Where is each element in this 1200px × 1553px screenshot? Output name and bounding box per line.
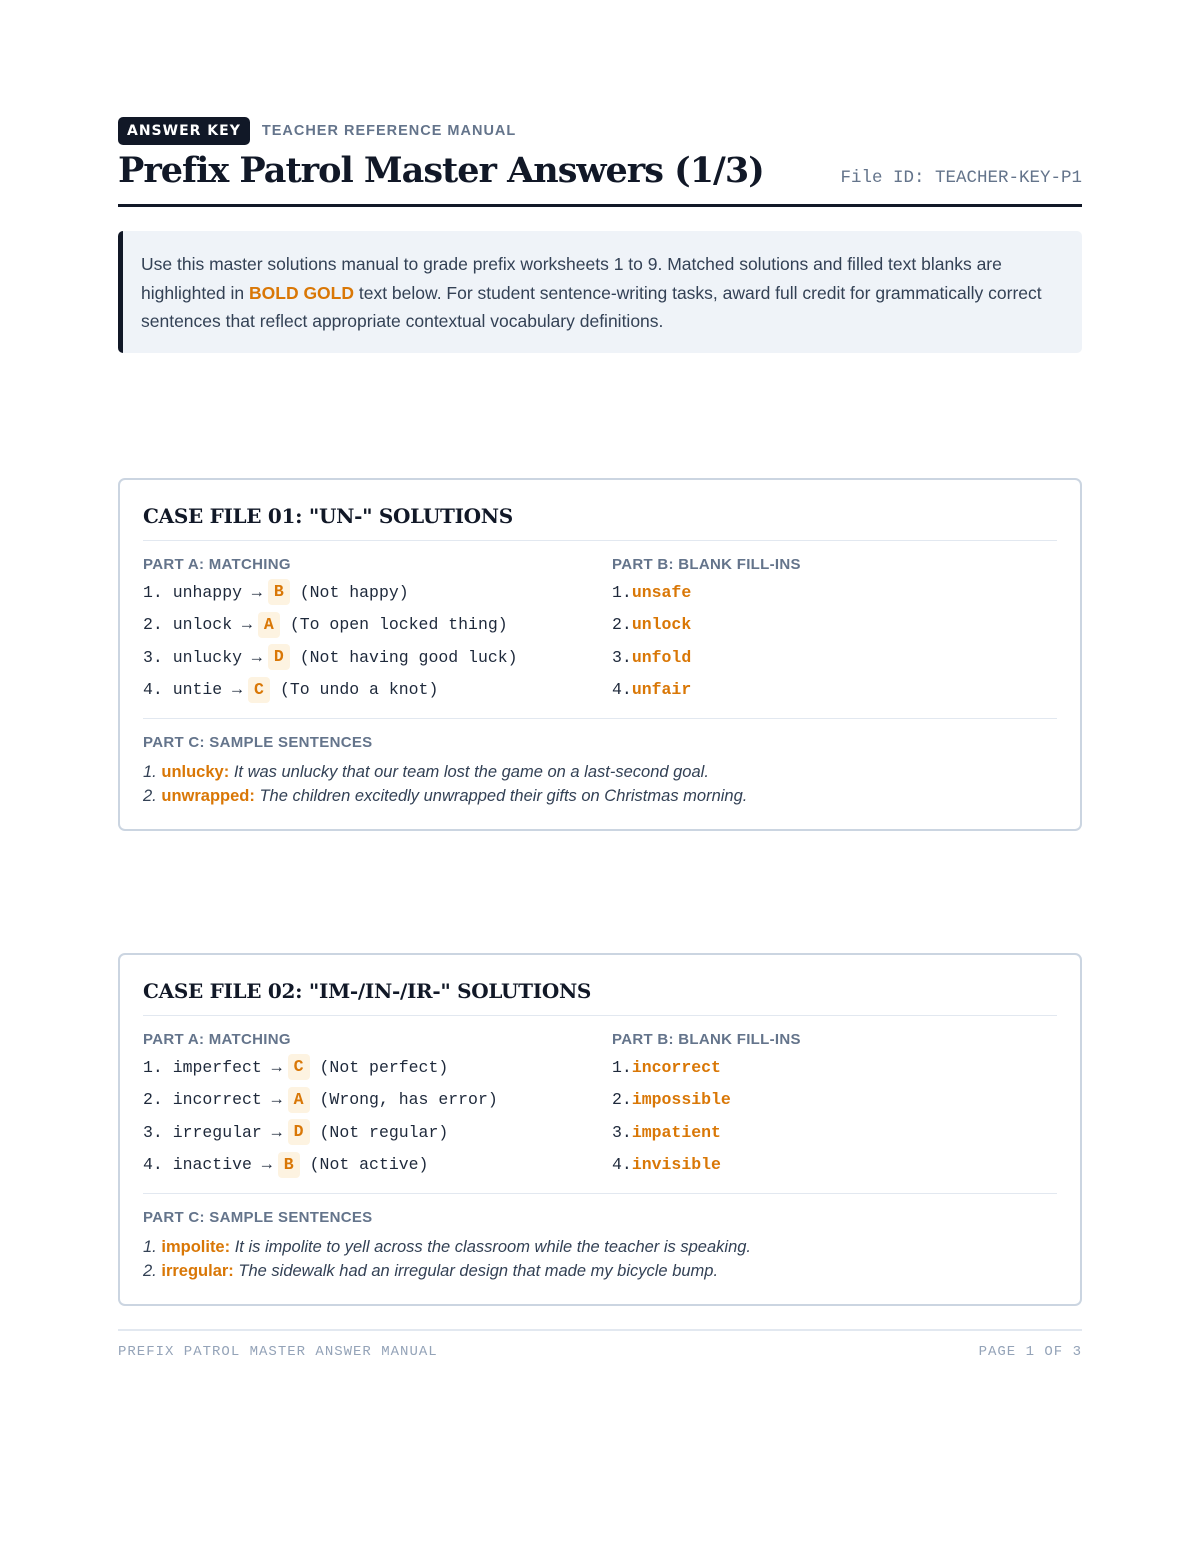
- note-highlight: BOLD GOLD: [249, 282, 354, 303]
- matching-row: [143, 1149, 612, 1182]
- matching-answer: A: [288, 1087, 310, 1113]
- fillin-row: [612, 576, 1057, 609]
- matching-meaning: (To open locked thing): [289, 615, 508, 635]
- fillin-answer: incorrect: [631, 1057, 721, 1077]
- fillin-row: [612, 641, 1057, 674]
- fillin-answer: unfold: [631, 647, 692, 667]
- parts-row: [143, 1031, 1057, 1181]
- matching-row: [143, 674, 612, 707]
- sentence-text: It was unlucky that our team lost the game on a last-second goal.: [233, 763, 709, 781]
- matching-meaning: (To undo a knot): [279, 680, 439, 700]
- note-text-end: text below. For student sentence-writing tasks, award full credit for grammatically correct sentences that reflect appropriate contextual vocabulary definitions.: [141, 282, 1042, 331]
- file-id: File ID: TEACHER-KEY-P1: [840, 168, 1082, 188]
- part-a-matching: [143, 1031, 612, 1181]
- case-title: CASE FILE 02: "IM-/IN-/IR-" SOLUTIONS: [143, 979, 1057, 1016]
- part-b-fillins: [612, 556, 1057, 706]
- case-title: CASE FILE 01: "UN-" SOLUTIONS: [143, 504, 1057, 541]
- matching-answer: C: [288, 1054, 310, 1080]
- fillin-number: 1.: [612, 1057, 632, 1077]
- part-a-label: PART A: MATCHING: [143, 556, 291, 573]
- section-divider: [143, 718, 1057, 719]
- fillin-answer: unfair: [631, 680, 692, 700]
- fillin-row: [612, 1149, 1057, 1182]
- matching-answer: A: [258, 612, 280, 638]
- fillin-answer: impatient: [631, 1122, 721, 1142]
- fillin-answer: invisible: [631, 1155, 721, 1175]
- matching-row: [143, 576, 612, 609]
- sentence-text: The children excitedly unwrapped their gifts on Christmas morning.: [259, 787, 748, 805]
- matching-meaning: (Not having good luck): [299, 647, 518, 667]
- matching-prefix: 1. unhappy →: [143, 582, 262, 602]
- matching-row: [143, 1116, 612, 1149]
- matching-answer: D: [288, 1119, 310, 1145]
- sentence-text: It is impolite to yell across the classroom while the teacher is speaking.: [234, 1238, 752, 1256]
- title-row: [118, 151, 1082, 207]
- case-file-card: [118, 953, 1082, 1306]
- sentence-number: 1.: [143, 763, 157, 781]
- sentence-word: unlucky:: [161, 763, 230, 781]
- matching-row: [143, 641, 612, 674]
- matching-answer: B: [278, 1152, 300, 1178]
- answer-key-page: [118, 117, 1082, 1360]
- parts-row: [143, 556, 1057, 706]
- fillin-number: 3.: [612, 647, 632, 667]
- matching-prefix: 3. irregular →: [143, 1122, 282, 1142]
- matching-meaning: (Not perfect): [319, 1057, 449, 1077]
- fillin-number: 4.: [612, 1155, 632, 1175]
- matching-answer: B: [268, 579, 290, 605]
- matching-row: [143, 1051, 612, 1084]
- part-c-label: PART C: SAMPLE SENTENCES: [143, 734, 373, 751]
- page-title: Prefix Patrol Master Answers (1/3): [118, 150, 764, 191]
- answer-key-badge: ANSWER KEY: [118, 117, 250, 145]
- matching-answer: C: [248, 677, 270, 703]
- matching-prefix: 4. inactive →: [143, 1155, 272, 1175]
- matching-prefix: 3. unlucky →: [143, 647, 262, 667]
- sentence-word: irregular:: [161, 1262, 234, 1280]
- fillin-answer: unsafe: [631, 582, 692, 602]
- page-number: PAGE 1 OF 3: [978, 1344, 1082, 1360]
- matching-meaning: (Not regular): [319, 1122, 449, 1142]
- matching-prefix: 4. untie →: [143, 680, 243, 700]
- fillin-number: 3.: [612, 1122, 632, 1142]
- sample-sentences: [143, 1235, 1057, 1283]
- sample-sentence: [143, 1235, 1057, 1259]
- fillin-row: [612, 1116, 1057, 1149]
- note-text-start: Use this master solutions manual to grade prefix worksheets 1 to 9. Matched solutions and filled text blanks are highlighted in: [141, 254, 1002, 303]
- fillin-number: 1.: [612, 582, 632, 602]
- part-a-matching: [143, 556, 612, 706]
- fillin-number: 4.: [612, 680, 632, 700]
- sentence-number: 1.: [143, 1238, 157, 1256]
- fillin-answer: impossible: [631, 1090, 731, 1110]
- sample-sentence: [143, 1259, 1057, 1283]
- part-b-fillins: [612, 1031, 1057, 1181]
- manual-kicker: TEACHER REFERENCE MANUAL: [261, 123, 517, 139]
- section-divider: [143, 1193, 1057, 1194]
- sentence-text: The sidewalk had an irregular design that made my bicycle bump.: [238, 1262, 719, 1280]
- page-footer: [118, 1329, 1082, 1360]
- case-file-card: [118, 478, 1082, 831]
- fillin-row: [612, 609, 1057, 642]
- sample-sentences: [143, 760, 1057, 808]
- sentence-number: 2.: [143, 787, 157, 805]
- matching-prefix: 2. incorrect →: [143, 1090, 282, 1110]
- header-kicker-row: [118, 117, 1082, 145]
- footer-manual-name: PREFIX PATROL MASTER ANSWER MANUAL: [118, 1344, 438, 1360]
- sentence-number: 2.: [143, 1262, 157, 1280]
- sentence-word: impolite:: [161, 1238, 231, 1256]
- sentence-word: unwrapped:: [161, 787, 255, 805]
- matching-row: [143, 609, 612, 642]
- part-a-label: PART A: MATCHING: [143, 1031, 291, 1048]
- fillin-row: [612, 674, 1057, 707]
- part-b-label: PART B: BLANK FILL-INS: [612, 556, 801, 573]
- fillin-answer: unlock: [631, 615, 692, 635]
- instructions-note: [118, 231, 1082, 353]
- fillin-row: [612, 1084, 1057, 1117]
- fillin-row: [612, 1051, 1057, 1084]
- matching-answer: D: [268, 644, 290, 670]
- matching-prefix: 1. imperfect →: [143, 1057, 282, 1077]
- part-b-label: PART B: BLANK FILL-INS: [612, 1031, 801, 1048]
- part-c-label: PART C: SAMPLE SENTENCES: [143, 1209, 373, 1226]
- matching-meaning: (Not active): [309, 1155, 429, 1175]
- sample-sentence: [143, 760, 1057, 784]
- matching-row: [143, 1084, 612, 1117]
- sample-sentence: [143, 784, 1057, 808]
- fillin-number: 2.: [612, 615, 632, 635]
- matching-meaning: (Not happy): [299, 582, 409, 602]
- matching-meaning: (Wrong, has error): [319, 1090, 498, 1110]
- fillin-number: 2.: [612, 1090, 632, 1110]
- matching-prefix: 2. unlock →: [143, 615, 252, 635]
